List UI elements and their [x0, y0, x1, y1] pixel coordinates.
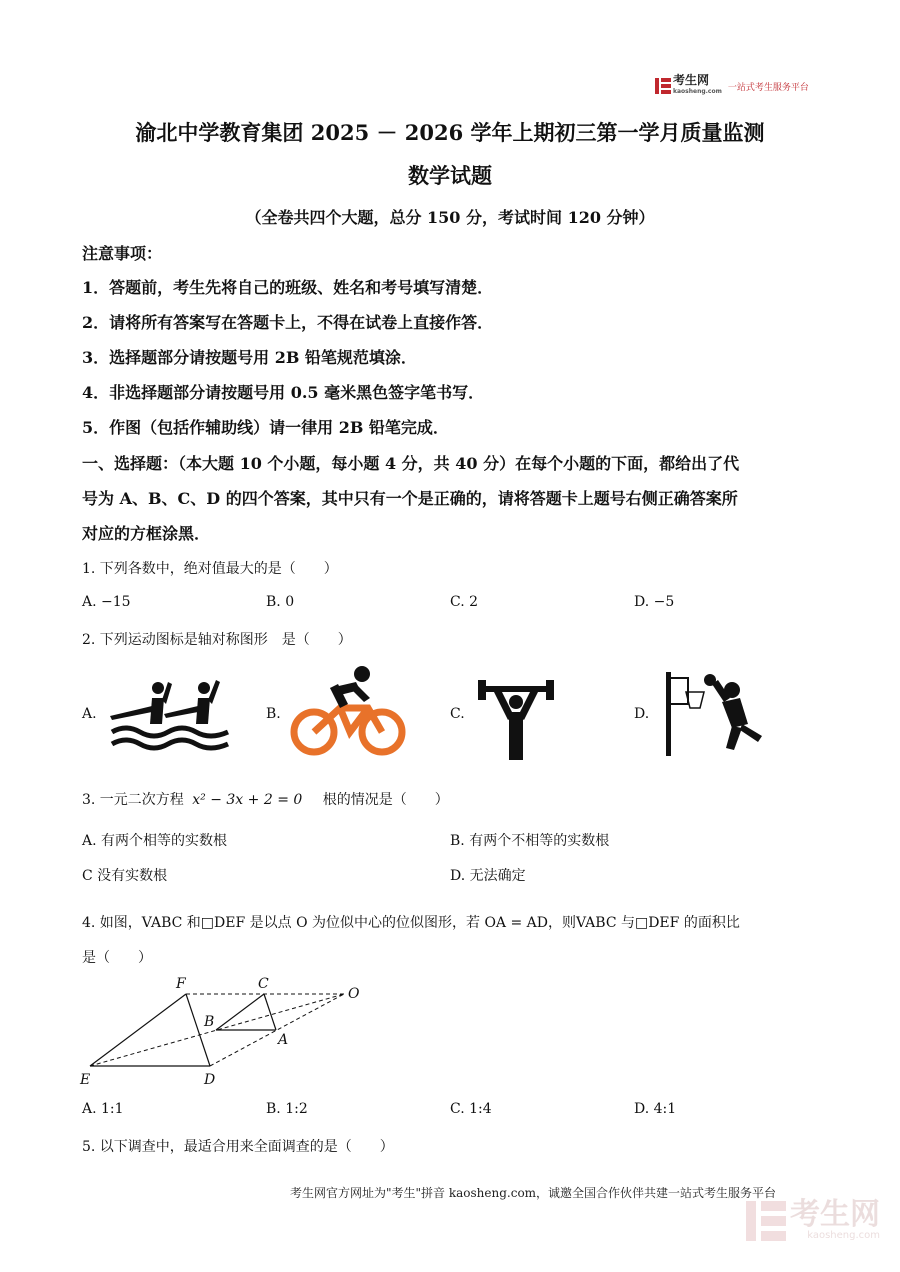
q4-similar-triangles-figure: [78, 972, 378, 1090]
footer-text: 考生网官方网址为"考生"拼音 kaosheng.com，诚邀全国合作伙伴共建一站式考生服务平台: [290, 1186, 777, 1200]
q4-option-c: C. 1:4: [450, 1101, 492, 1117]
q4-option-b: B. 1:2: [266, 1101, 308, 1117]
section-heading-line: 对应的方框涂黑．: [82, 524, 211, 543]
q1-option-a: A. −15: [82, 594, 131, 610]
logo-domain: kaosheng.com: [673, 88, 722, 95]
segment-fd: [186, 994, 210, 1066]
question-2-stem: 2. 下列运动图标是轴对称图形 是（ ）: [82, 632, 352, 648]
page-subtitle: 数学试题: [408, 163, 492, 188]
q1-option-b: B. 0: [266, 594, 295, 610]
watermark-name: 考生网: [790, 1197, 880, 1232]
notice-item: 1．答题前，考生先将自己的班级、姓名和考号填写清楚．: [82, 278, 494, 297]
section-heading-line: 一、选择题：（本大题 10 个小题，每小题 4 分，共 40 分）在每个小题的下面，都给出了代: [82, 454, 740, 473]
q2-option-a: A.: [82, 706, 97, 722]
q3-option-c: C 没有实数根: [82, 868, 168, 884]
q3-option-d: D. 无法确定: [450, 868, 526, 884]
segment-ca: [264, 994, 276, 1030]
q3-option-b: B. 有两个不相等的实数根: [450, 833, 610, 849]
q4-option-a: A. 1:1: [82, 1101, 124, 1117]
q2-option-c: C.: [450, 706, 465, 722]
question-1-stem: 1. 下列各数中，绝对值最大的是（ ）: [82, 561, 338, 577]
notice-item: 3．选择题部分请按题号用 2B 铅笔规范填涂．: [82, 348, 417, 367]
q3-option-a: A. 有两个相等的实数根: [82, 833, 228, 849]
label-e: E: [80, 1072, 91, 1088]
notice-item: 4．非选择题部分请按题号用 0.5 毫米黑色签字笔书写．: [82, 383, 485, 402]
notice-item: 5．作图（包括作辅助线）请一律用 2B 铅笔完成．: [82, 418, 449, 437]
q2-option-d: D.: [634, 706, 650, 722]
logo-slogan: 一站式考生服务平台: [727, 82, 809, 93]
header-logo: [655, 74, 809, 98]
watermark: [746, 1197, 880, 1241]
q3-equation: x² − 3x + 2 = 0: [192, 792, 303, 808]
segment-ef: [90, 994, 186, 1066]
segment-bc: [216, 994, 264, 1030]
label-o: O: [348, 986, 360, 1002]
label-c: C: [258, 976, 269, 992]
question-3-stem: [82, 789, 449, 809]
cycling-icon: [290, 664, 406, 758]
q4-option-d: D. 4:1: [634, 1101, 677, 1117]
section-heading-line: 号为 A、B、C、D 的四个答案，其中只有一个是正确的，请将答题卡上题号右侧正确答案所: [82, 489, 738, 508]
page-title: 渝北中学教育集团 2025 － 2026 学年上期初三第一学月质量监测: [135, 120, 765, 145]
notice-item: 2．请将所有答案写在答题卡上，不得在试卷上直接作答．: [82, 313, 494, 332]
logo-name: 考生网 kaosheng.com: [673, 74, 722, 98]
watermark-logo-icon: [746, 1201, 786, 1241]
label-b: B: [204, 1014, 215, 1030]
weightlifting-icon: [476, 672, 556, 762]
label-f: F: [176, 976, 186, 992]
q3-stem-prefix: 3. 一元二次方程: [82, 792, 184, 808]
q3-stem-suffix: 根的情况是（ ）: [322, 792, 449, 808]
kaosheng-logo-icon: [655, 78, 671, 94]
question-4-stem-line2: 是（ ）: [82, 950, 152, 966]
watermark-domain: kaosheng.com: [807, 1230, 880, 1241]
synchronized-swimming-icon: [108, 676, 234, 756]
notice-heading: 注意事项：: [82, 244, 163, 263]
label-d: D: [204, 1072, 216, 1088]
basketball-icon: [656, 668, 768, 758]
label-a: A: [278, 1032, 289, 1048]
q1-option-c: C. 2: [450, 594, 479, 610]
question-5-stem: 5. 以下调查中，最适合用来全面调查的是（ ）: [82, 1139, 394, 1155]
question-4-stem-line1: 4. 如图，VABC 和□DEF 是以点 O 为位似中心的位似图形，若 OA = AD，则VABC 与□DEF 的面积比: [82, 915, 740, 931]
q1-option-d: D. −5: [634, 594, 675, 610]
exam-info: （全卷共四个大题，总分 150 分，考试时间 120 分钟）: [245, 208, 655, 227]
q2-option-b: B.: [266, 706, 281, 722]
